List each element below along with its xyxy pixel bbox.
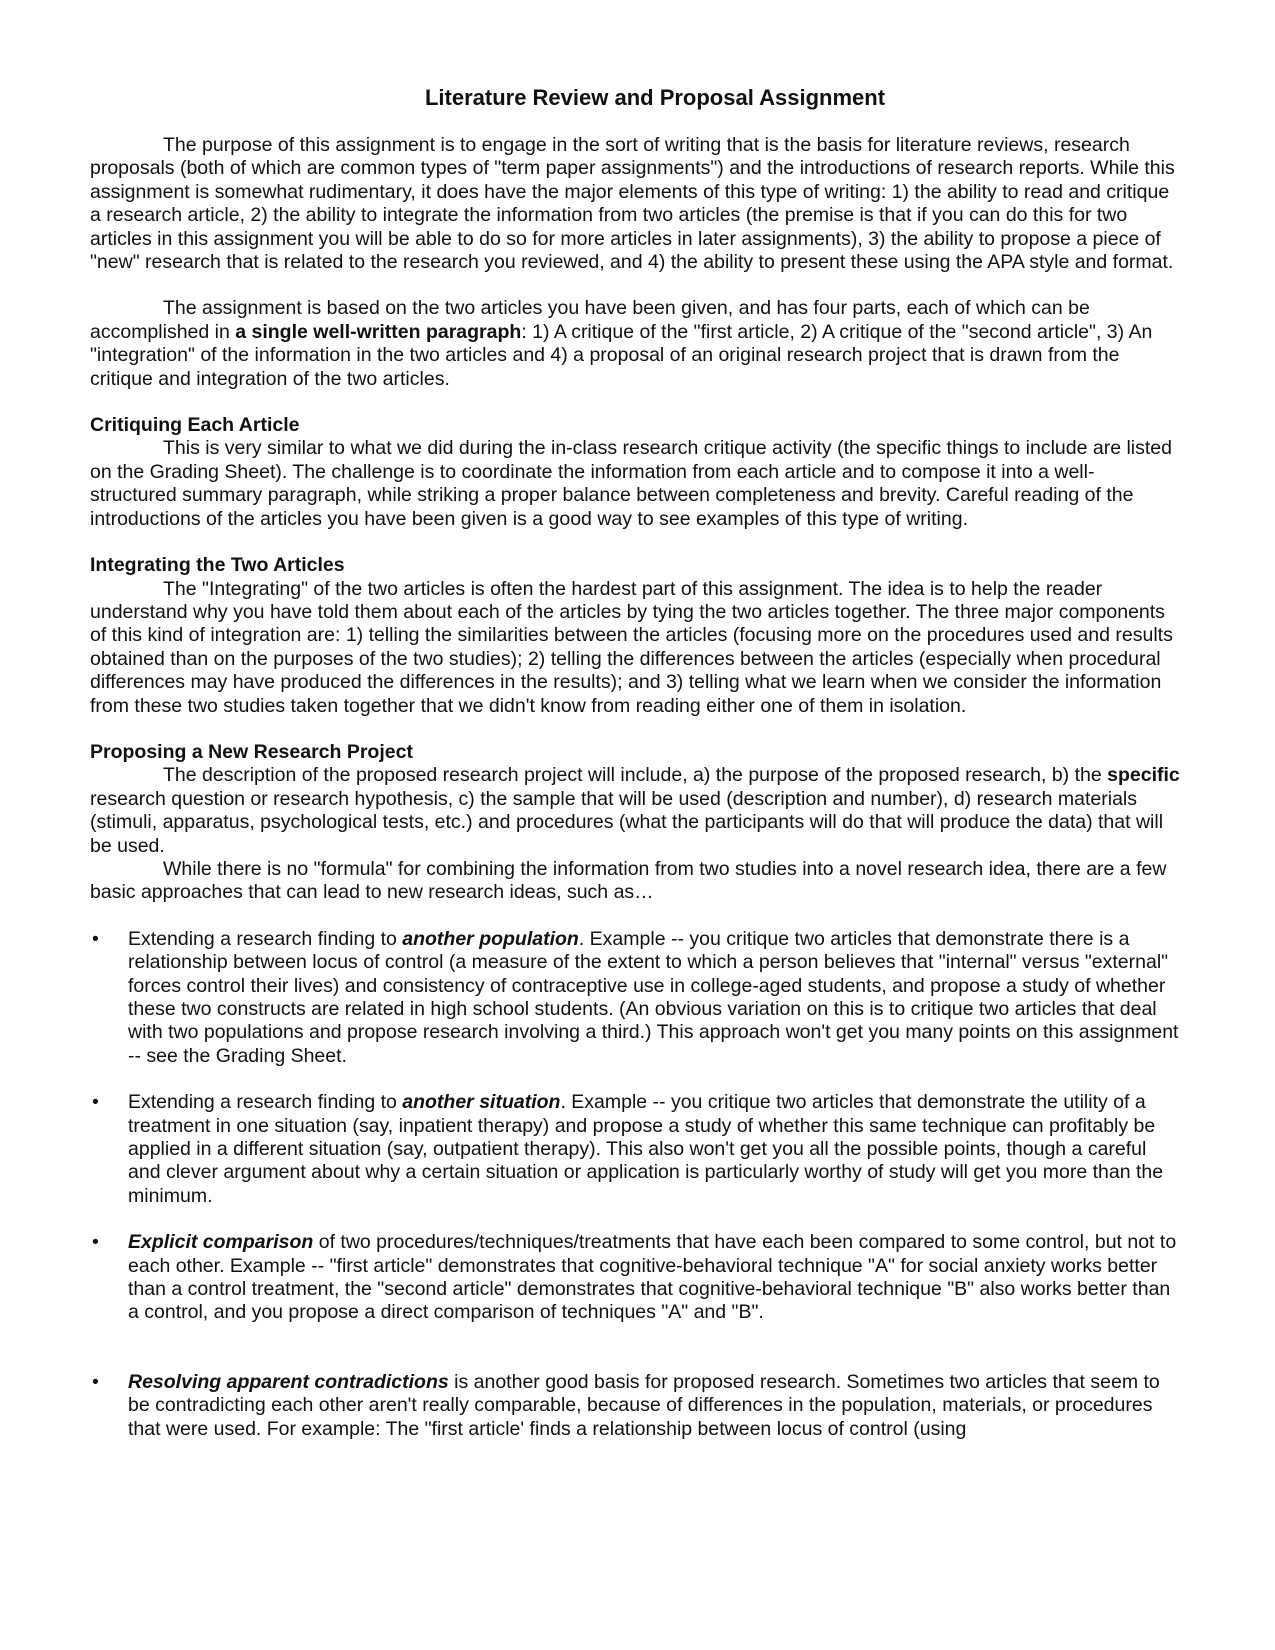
document-page xyxy=(90,84,1180,1441)
proposing-p1-text-after: research question or research hypothesis, c) the sample that will be used (description and number), d) research materials (stimuli, apparatus, psychological tests, etc.) and procedures (what the participants will do that will produce the data) that will be used. xyxy=(90,787,1164,857)
intro-p2-bold-phrase: a single well-written paragraph xyxy=(235,320,522,343)
bullet-icon: • xyxy=(92,1231,99,1254)
intro-paragraph-1: The purpose of this assignment is to engage in the sort of writing that is the basis for literature reviews, research proposals (both of which are common types of "term paper assignments") and the introductions of research reports. While this assignment is somewhat rudimentary, it does have the major elements of this type of writing: 1) the ability to read and critique a research article, 2) the ability to integrate the information from two articles (the premise is that if you can do this for two articles in this assignment you will be able to do so for more articles in later assignments), 3) the ability to propose a piece of "new" research that is related to the research you reviewed, and 4) the ability to present these using the APA style and format. xyxy=(90,134,1175,274)
list-item-text-before: Extending a research finding to xyxy=(128,1091,403,1114)
intro-paragraph-2 xyxy=(90,297,1180,391)
proposing-paragraph-2: While there is no "formula" for combining the information from two studies into a novel research idea, there are a few basic approaches that can lead to new research ideas, such as… xyxy=(90,857,1167,904)
list-item xyxy=(90,1091,1180,1208)
proposing-paragraph-1 xyxy=(90,764,1180,858)
bullet-icon: • xyxy=(92,927,99,950)
document-title: Literature Review and Proposal Assignment xyxy=(424,85,886,110)
list-gap xyxy=(90,1348,1180,1371)
paragraph-gap xyxy=(90,718,1180,741)
paragraph-gap xyxy=(90,905,1180,928)
intro-p2-text-before: The assignment is based on the two articles you have been given, and has four parts, each of which can be accomplished in xyxy=(90,297,1090,343)
section-heading-integrating: Integrating the Two Articles xyxy=(90,554,345,577)
list-item-text-before: Extending a research finding to xyxy=(128,927,403,950)
list-gap xyxy=(90,1325,1180,1348)
list-item-text-after: . Example -- you critique two articles that demonstrate there is a relationship between locus of control (a measure of the extent to which a person believes that "internal" versus "external" forces control their lives) and consistency of contraceptive use in college-aged students, and propose a study of whether these two constructs are related in high school students. (An obvious variation on this is to critique two articles that deal with two populations and propose research involving a third.) This approach won't get you many points on this assignment -- see the Grading Sheet. xyxy=(128,927,1179,1067)
paragraph-gap xyxy=(90,391,1180,414)
list-item-emphasis: another situation xyxy=(402,1091,561,1114)
list-item-emphasis: Resolving apparent contradictions xyxy=(128,1370,449,1393)
bullet-icon: • xyxy=(92,1370,99,1393)
list-item-text-after: . Example -- you critique two articles that demonstrate the utility of a treatment in one situation (say, inpatient therapy) and propose a study of whether this same technique can profitably be applied in a different situation (say, outpatient therapy). This also won't get you all the possible points, though a careful and clever argument about why a certain situation or application is particularly worthy of study will get you more than the minimum. xyxy=(128,1091,1164,1207)
proposing-p1-bold-word: specific xyxy=(1107,764,1180,787)
intro-p2-text-after: : 1) A critique of the "first article, 2) A critique of the "second article", 3) An "integration" of the information in the two articles and 4) a proposal of an original research project that is drawn from the critique and integration of the two articles. xyxy=(90,320,1153,390)
paragraph-gap xyxy=(90,531,1180,554)
section-heading-critiquing: Critiquing Each Article xyxy=(90,414,300,437)
approaches-list xyxy=(90,928,1180,1441)
list-item-emphasis: another population xyxy=(402,927,579,950)
proposing-p1-text-before: The description of the proposed research project will include, a) the purpose of the proposed research, b) the xyxy=(163,764,1108,787)
list-gap xyxy=(90,1068,1180,1091)
list-gap xyxy=(90,1208,1180,1231)
section-heading-proposing: Proposing a New Research Project xyxy=(90,740,413,763)
list-item xyxy=(90,1371,1180,1441)
list-item-text-after: is another good basis for proposed research. Sometimes two articles that seem to be contradicting each other aren't really comparable, because of differences in the population, materials, or procedures that were used. For example: The "first article' finds a relationship between locus of control (using xyxy=(128,1370,1160,1440)
list-item xyxy=(90,928,1180,1068)
list-item-text-after: of two procedures/techniques/treatments that have each been compared to some control, but not to each other. Example -- "first article" demonstrates that cognitive-behavioral technique "A" for social anxiety works better than a control treatment, the "second article" demonstrates that cognitive-behavioral technique "B" also works better than a control, and you propose a direct comparison of techniques "A" and "B". xyxy=(128,1231,1177,1324)
bullet-icon: • xyxy=(92,1091,99,1114)
paragraph-gap xyxy=(90,274,1180,297)
integrating-paragraph: The "Integrating" of the two articles is often the hardest part of this assignment. The idea is to help the reader understand why you have told them about each of the articles by tying the two articles together. The three major components of this kind of integration are: 1) telling the similarities between the articles (focusing more on the procedures used and results obtained than on the purposes of the two studies); 2) telling the differences between the articles (especially when procedural differences may have produced the differences in the results); and 3) telling what we learn when we consider the information from these two studies taken together that we didn't know from reading either one of them in isolation. xyxy=(90,577,1173,717)
critiquing-paragraph: This is very similar to what we did during the in-class research critique activity (the specific things to include are listed on the Grading Sheet). The challenge is to coordinate the information from each article and to compose it into a well-structured summary paragraph, while striking a proper balance between completeness and brevity. Careful reading of the introductions of the articles you have been given is a good way to see examples of this type of writing. xyxy=(90,437,1173,530)
list-item-emphasis: Explicit comparison xyxy=(128,1231,314,1254)
list-item xyxy=(90,1231,1180,1325)
